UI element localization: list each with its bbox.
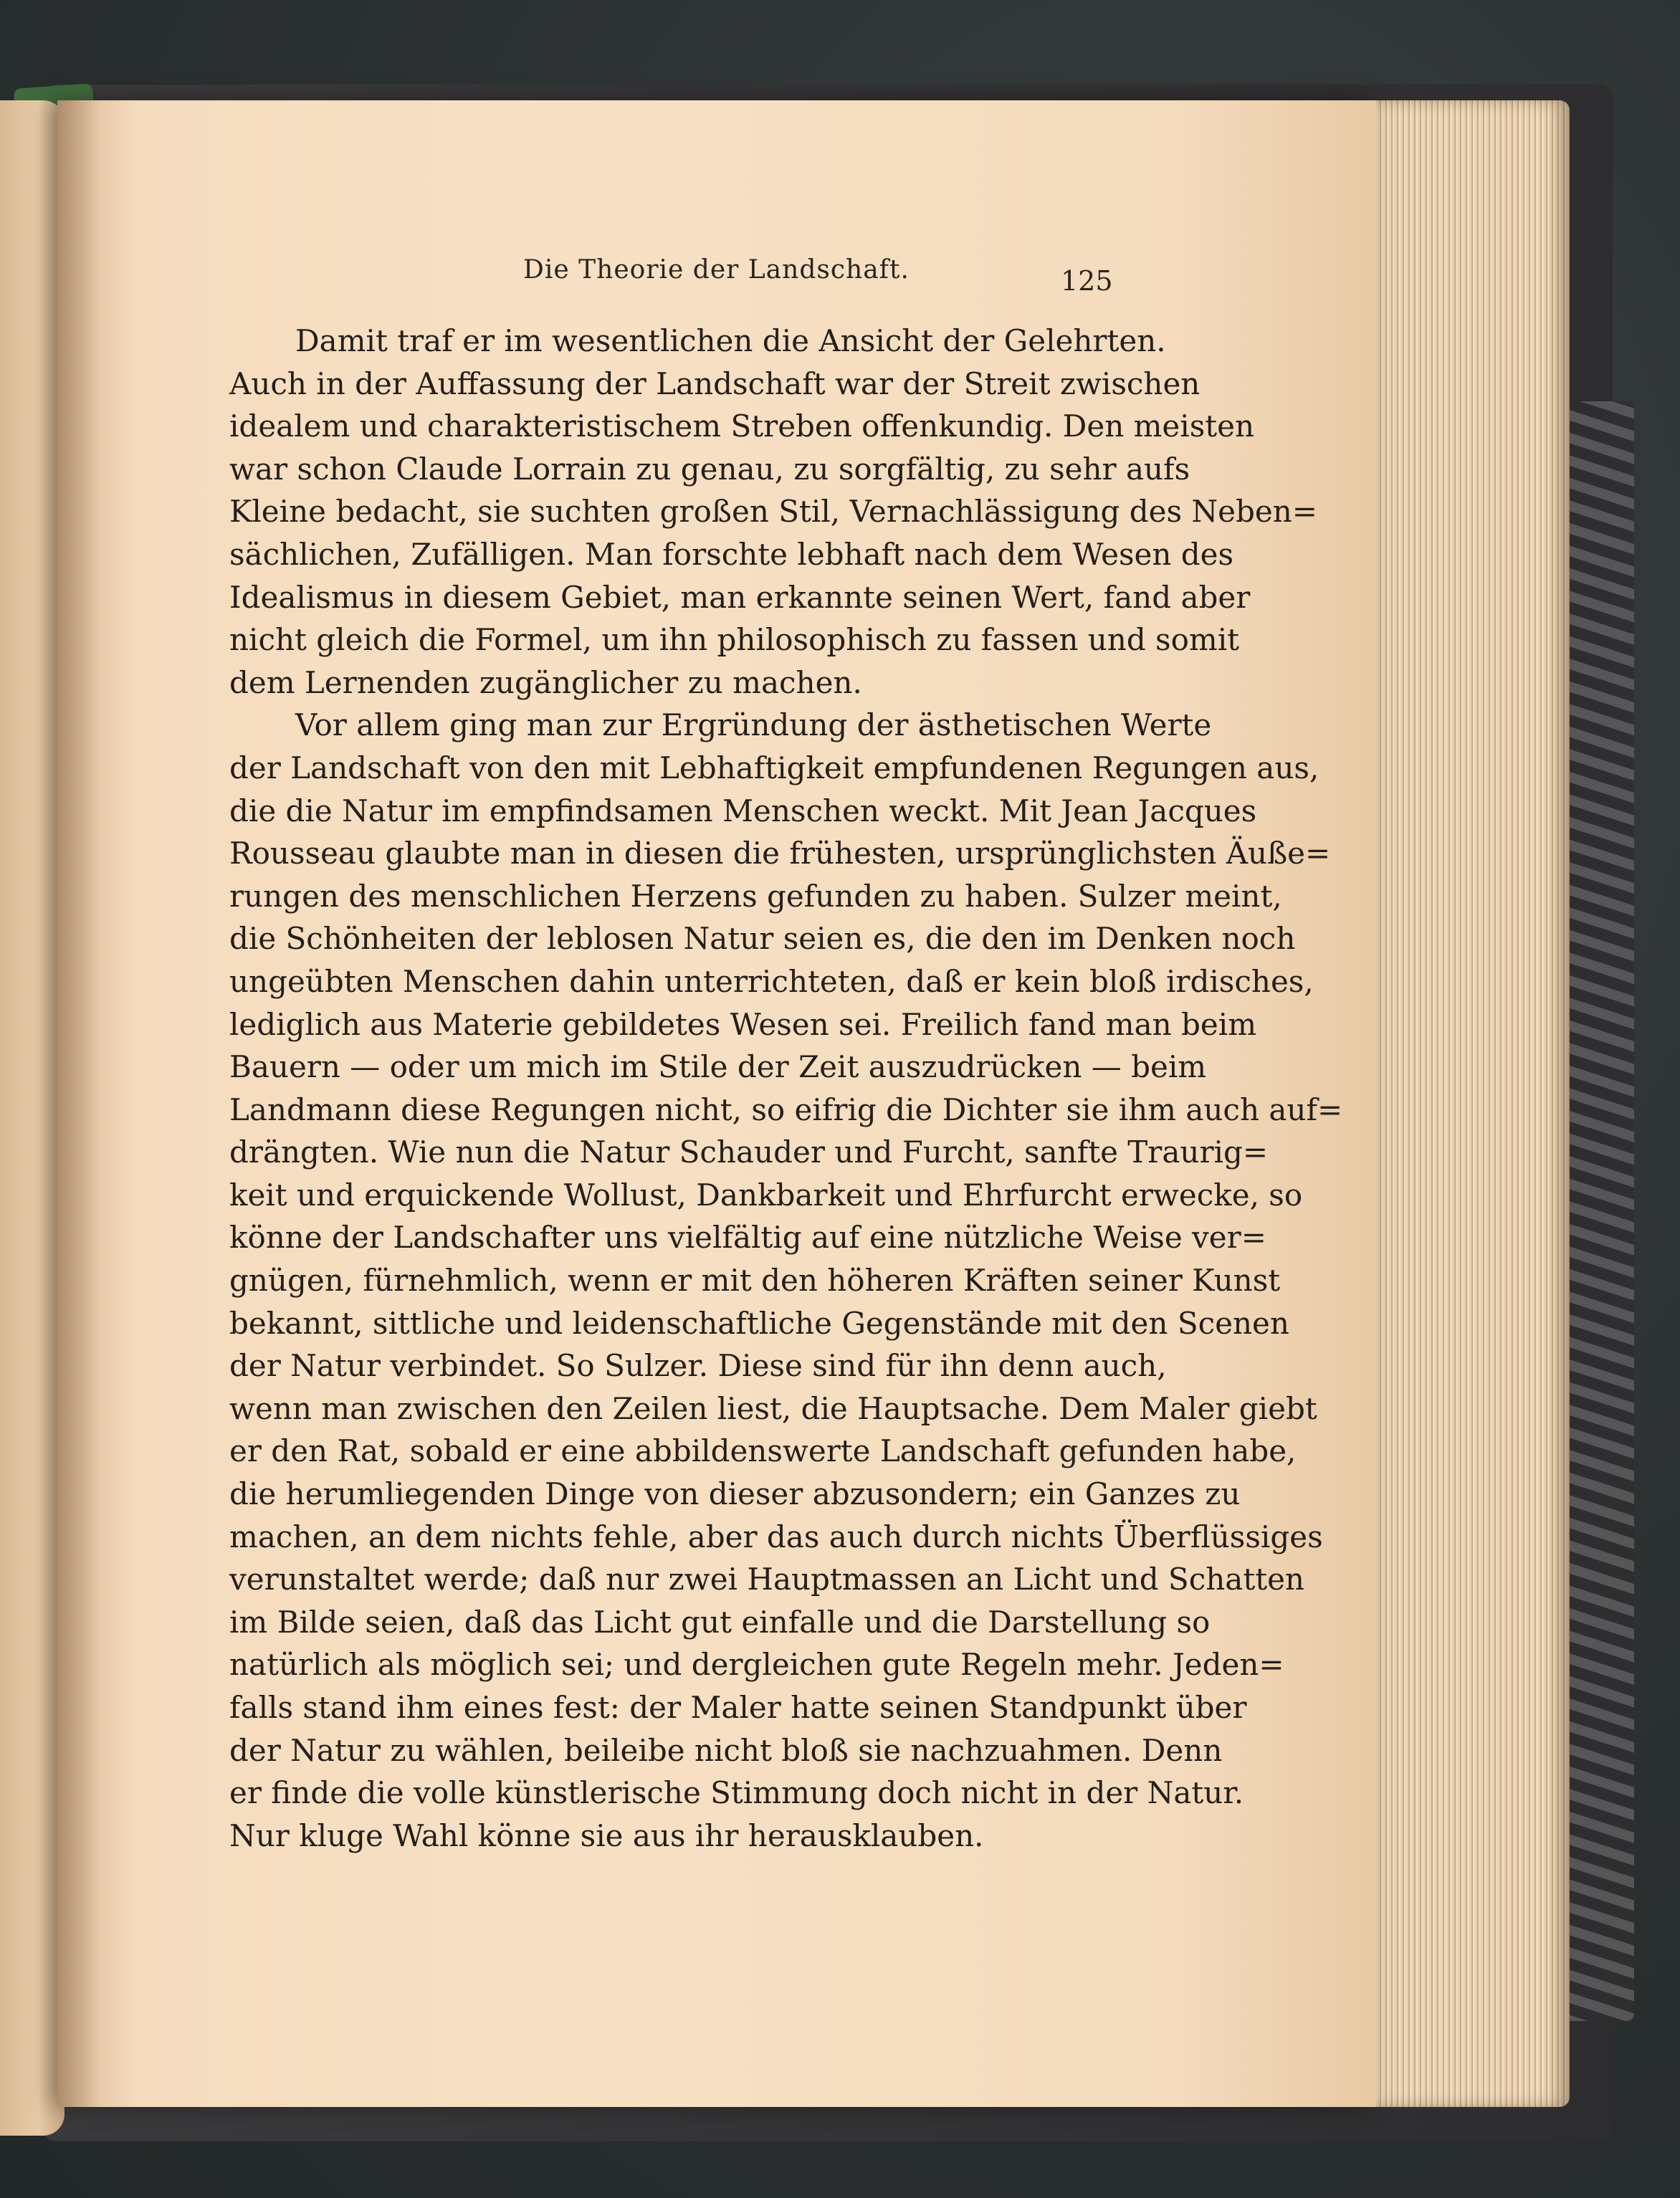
text-line: Rousseau glaubte man in diesen die frühesten, ursprünglichsten Äuße= — [229, 836, 1331, 871]
text-line: drängten. Wie nun die Natur Schauder und Furcht, sanfte Traurig= — [229, 1134, 1269, 1170]
text-line: er finde die volle künstlerische Stimmung doch nicht in der Natur. — [229, 1775, 1244, 1811]
text-line: lediglich aus Materie gebildetes Wesen sei. Freilich fand man beim — [229, 1006, 1257, 1042]
text-line: falls stand ihm eines fest: der Maler hatte seinen Standpunkt über — [229, 1690, 1247, 1725]
text-line: war schon Claude Lorrain zu genau, zu sorgfältig, zu sehr aufs — [229, 451, 1190, 487]
text-line: Idealismus in diesem Gebiet, man erkannte seinen Wert, fand aber — [229, 579, 1251, 615]
text-line: dem Lernenden zugänglicher zu machen. — [229, 664, 862, 700]
text-line: Bauern — oder um mich im Stile der Zeit auszudrücken — beim — [229, 1049, 1207, 1085]
text-line: die Schönheiten der leblosen Natur seien es, die den im Denken noch — [229, 921, 1296, 957]
text-line: bekannt, sittliche und leidenschaftliche Gegenstände mit den Scenen — [229, 1305, 1289, 1341]
text-line: keit und erquickende Wollust, Dankbarkeit und Ehrfurcht erwecke, so — [229, 1177, 1303, 1213]
text-line: er den Rat, sobald er eine abbildenswerte Landschaft gefunden habe, — [229, 1433, 1297, 1469]
text-line: die die Natur im empfindsamen Menschen weckt. Mit Jean Jacques — [229, 793, 1257, 828]
text-line: der Natur zu wählen, beileibe nicht bloß sie nachzuahmen. Denn — [229, 1732, 1223, 1768]
text-line: Vor allem ging man zur Ergründung der ästhetischen Werte — [295, 707, 1212, 743]
text-line: Damit traf er im wesentlichen die Ansicht der Gelehrten. — [295, 323, 1166, 358]
text-line: der Natur verbindet. So Sulzer. Diese sind für ihn denn auch, — [229, 1348, 1167, 1384]
text-line: idealem und charakteristischem Streben offenkundig. Den meisten — [229, 408, 1255, 444]
text-line: im Bilde seien, daß das Licht gut einfalle und die Darstellung so — [229, 1604, 1211, 1640]
text-line: gnügen, fürnehmlich, wenn er mit den höheren Kräften seiner Kunst — [229, 1263, 1281, 1299]
left-page-edge — [0, 100, 65, 2136]
text-line: verunstaltet werde; daß nur zwei Hauptmassen an Licht und Schatten — [229, 1562, 1304, 1597]
body-text — [229, 320, 1343, 1857]
text-line: ungeübten Menschen dahin unterrichteten, daß er kein bloß irdisches, — [229, 963, 1314, 999]
page-edges — [1355, 100, 1570, 2107]
text-line: Kleine bedacht, sie suchten großen Stil, Vernachlässigung des Neben= — [229, 494, 1317, 530]
page-number: 125 — [1061, 265, 1113, 297]
text-line: Nur kluge Wahl könne sie aus ihr herausklauben. — [229, 1817, 984, 1853]
text-line: natürlich als möglich sei; und dergleichen gute Regeln mehr. Jeden= — [229, 1647, 1284, 1683]
gutter-shadow — [57, 100, 100, 2107]
running-head: Die Theorie der Landschaft. — [523, 255, 910, 285]
text-line: machen, an dem nichts fehle, aber das auch durch nichts Überflüssiges — [229, 1519, 1323, 1554]
text-line: der Landschaft von den mit Lebhaftigkeit empfundenen Regungen aus, — [229, 750, 1319, 785]
text-line: Auch in der Auffassung der Landschaft war der Streit zwischen — [229, 365, 1201, 401]
text-line: rungen des menschlichen Herzens gefunden zu haben. Sulzer meint, — [229, 878, 1282, 914]
text-line: könne der Landschafter uns vielfältig auf eine nützliche Weise ver= — [229, 1220, 1266, 1256]
text-line: wenn man zwischen den Zeilen liest, die Hauptsache. Dem Maler giebt — [229, 1390, 1317, 1426]
text-line: sächlichen, Zufälligen. Man forschte lebhaft nach dem Wesen des — [229, 536, 1234, 572]
text-line: die herumliegenden Dinge von dieser abzusondern; ein Ganzes zu — [229, 1476, 1241, 1512]
text-line: nicht gleich die Formel, um ihn philosophisch zu fassen und somit — [229, 622, 1240, 658]
text-line: Landmann diese Regungen nicht, so eifrig die Dichter sie ihm auch auf= — [229, 1091, 1343, 1127]
